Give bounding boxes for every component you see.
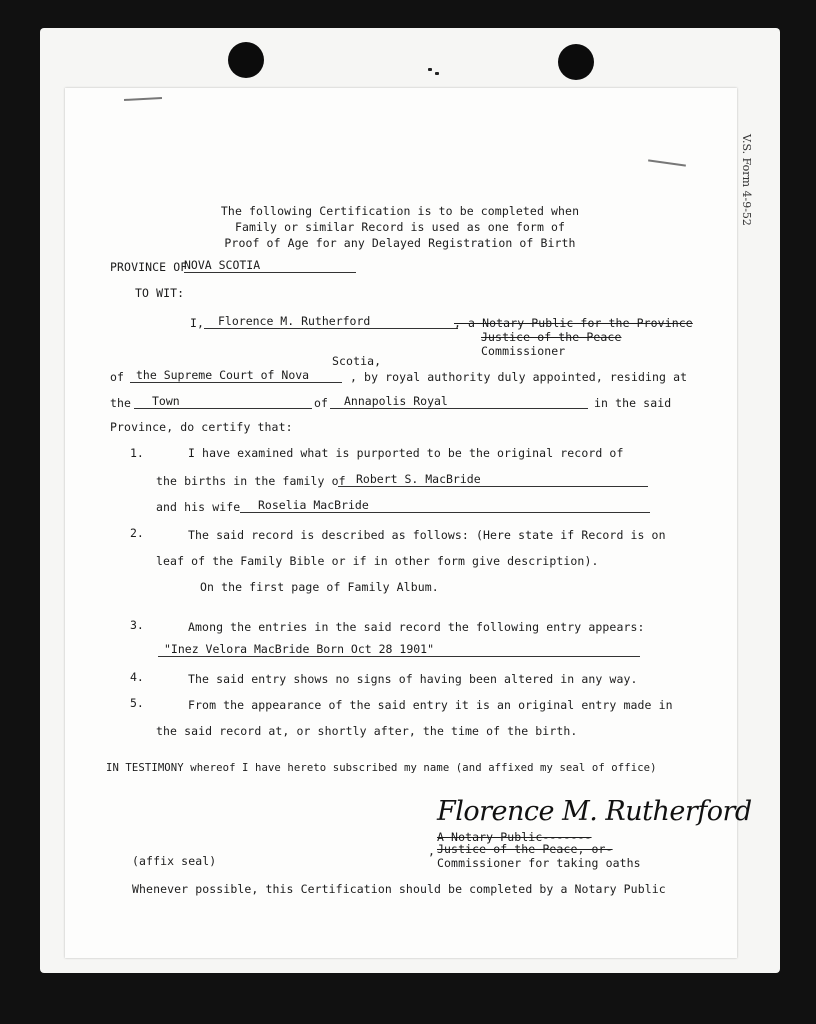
court-continuation: Scotia, — [332, 354, 382, 368]
province-certify-text: Province, do certify that: — [110, 420, 293, 434]
item-1-number: 1. — [130, 446, 144, 460]
item-2-text: The said record is described as follows: (Here state if Record is on — [188, 528, 666, 542]
appointment-text: , by royal authority duly appointed, residing at — [350, 370, 688, 384]
handwritten-signature: Florence M. Rutherford — [437, 796, 752, 827]
court-field — [130, 368, 342, 383]
header-line-3: Proof of Age for any Delayed Registration of Birth — [224, 236, 576, 250]
entry-text: "Inez Velora MacBride Born Oct 28 1901" — [164, 642, 435, 656]
of2-label: of — [314, 396, 329, 410]
town-name-field — [330, 394, 588, 409]
header-line-1: The following Certification is to be completed when — [220, 204, 580, 218]
town-type: Town — [152, 394, 180, 408]
footer-note: Whenever possible, this Certification should be completed by a Notary Public — [132, 882, 666, 896]
office-kept-commissioner: Commissioner — [481, 344, 566, 358]
title-kept-commissioner: Commissioner for taking oaths — [437, 856, 641, 870]
title-struck-justice: Justice of the Peace, or- — [437, 842, 613, 856]
ink-speck — [428, 68, 432, 71]
item-2-text-2: leaf of the Family Bible or if in other form give description). — [156, 554, 599, 568]
entry-field — [158, 642, 640, 657]
town-name: Annapolis Royal — [344, 394, 448, 408]
certification-form — [65, 88, 737, 958]
item-2-number: 2. — [130, 526, 144, 540]
punch-hole-right — [558, 44, 594, 80]
punch-hole-left — [228, 42, 264, 78]
certifier-name-field — [204, 314, 458, 329]
testimony-text: IN TESTIMONY whereof I have hereto subscribed my name (and affixed my seal of office) — [106, 762, 657, 774]
ink-speck — [435, 72, 439, 75]
father-name: Robert S. MacBride — [356, 472, 481, 486]
province-field — [184, 258, 356, 273]
item-5-number: 5. — [130, 696, 144, 710]
mother-name: Roselia MacBride — [258, 498, 369, 512]
certifier-prefix: I, — [190, 316, 205, 330]
item-3-text: Among the entries in the said record the following entry appears: — [188, 620, 645, 634]
title-comma: , — [428, 844, 436, 858]
to-wit-label: TO WIT: — [135, 286, 185, 300]
item-5-text-2: the said record at, or shortly after, the time of the birth. — [156, 724, 578, 738]
the-label: the — [110, 396, 132, 410]
province-label: PROVINCE OF — [110, 260, 188, 274]
item-1-text: I have examined what is purported to be the original record of — [188, 446, 624, 460]
seal-note: (affix seal) — [132, 854, 217, 868]
certifier-name: Florence M. Rutherford — [218, 314, 371, 328]
form-code: V.S. Form 4-9-52 — [740, 134, 753, 226]
office-struck-notary: , a Notary Public for the Province — [454, 316, 693, 330]
title-struck-notary: A Notary Public------- — [437, 830, 592, 844]
item-5-text: From the appearance of the said entry it is an original entry made in — [188, 698, 673, 712]
province-value: NOVA SCOTIA — [184, 258, 261, 272]
births-label: the births in the family of — [156, 474, 346, 488]
wife-label: and his wife — [156, 500, 241, 514]
town-type-field — [134, 394, 312, 409]
record-description: On the first page of Family Album. — [200, 580, 439, 594]
in-said-label: in the said — [594, 396, 672, 410]
father-field — [338, 472, 648, 487]
item-4-number: 4. — [130, 670, 144, 684]
mother-field — [240, 498, 650, 513]
item-3-number: 3. — [130, 618, 144, 632]
office-struck-justice: Justice of the Peace — [481, 330, 622, 344]
header-line-2: Family or similar Record is used as one form of — [234, 220, 566, 234]
item-4-text: The said entry shows no signs of having been altered in any way. — [188, 672, 638, 686]
court-name: the Supreme Court of Nova — [136, 368, 310, 382]
of-label: of — [110, 370, 125, 384]
